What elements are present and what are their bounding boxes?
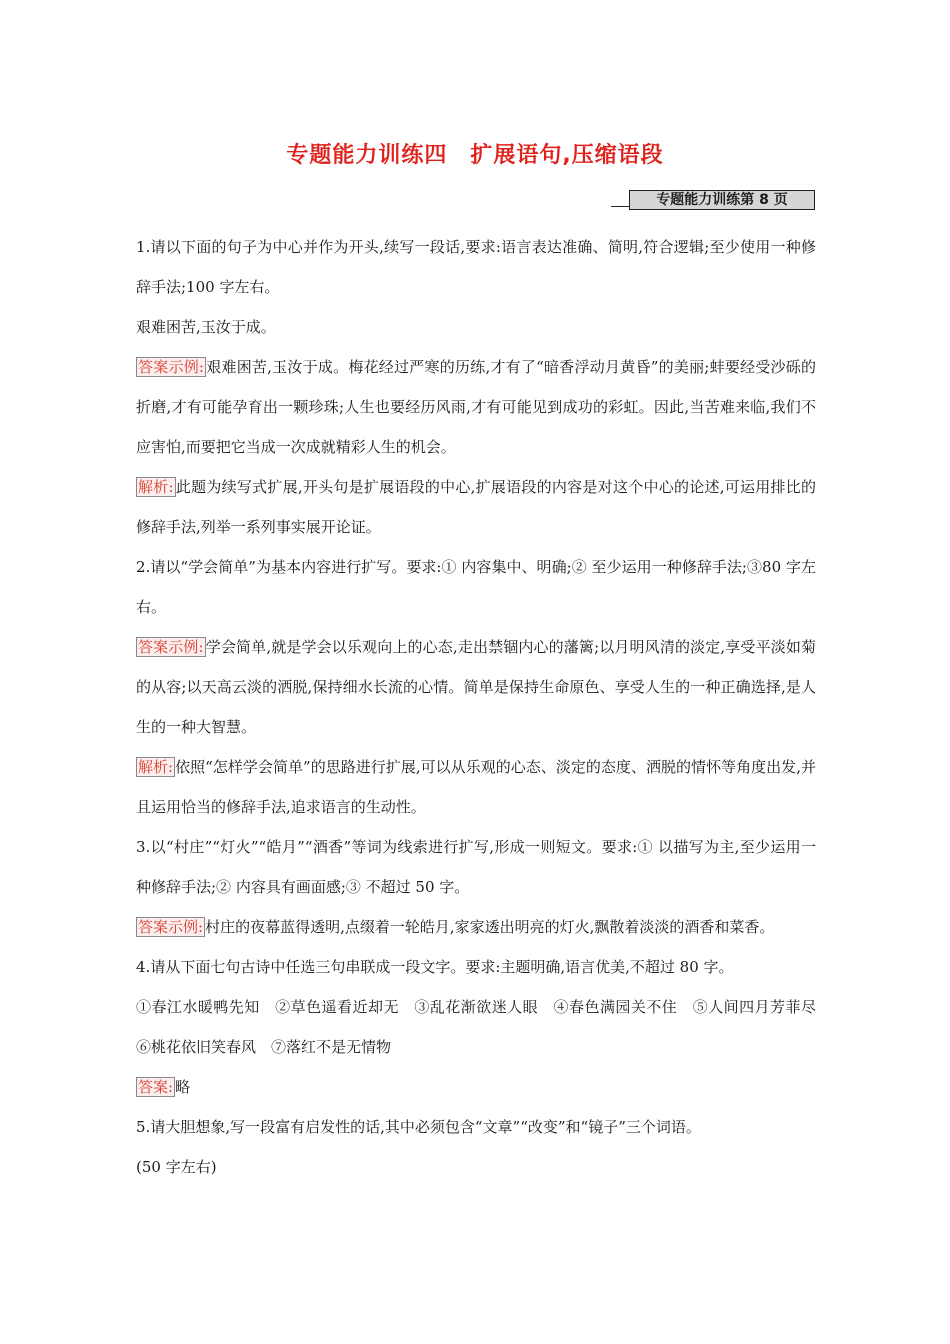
question-1 (136, 227, 816, 307)
example-label: 答案示例: (138, 918, 204, 936)
question-4 (136, 947, 816, 987)
question-number: 2. (136, 558, 151, 576)
question-number: 5. (136, 1118, 151, 1136)
question-list (136, 227, 832, 1187)
page-tag: 专题能力训练第 8 页 (629, 190, 815, 210)
answer-text: 略 (175, 1078, 191, 1096)
question-text: 请大胆想象,写一段富有启发性的话,其中必须包含“文章”“改变”和“镜子”三个词语。 (150, 1118, 701, 1136)
question-5 (136, 1107, 816, 1147)
question-1-example (136, 347, 816, 467)
example-label: 答案示例: (138, 358, 204, 376)
question-text: 请从下面七句古诗中任选三句串联成一段文字。要求:主题明确,语言优美,不超过 80 字。 (150, 958, 734, 976)
question-2-example (136, 627, 816, 747)
question-number: 4. (136, 958, 151, 976)
question-text: 请以下面的句子为中心并作为开头,续写一段话,要求:语言表达准确、简明,符合逻辑;至少使用一种修辞手法;100 字左右。 (136, 238, 816, 296)
question-text: 请以“学会简单”为基本内容进行扩写。要求:① 内容集中、明确;② 至少运用一种修辞手法;③80 字左右。 (136, 558, 816, 616)
tag-underline (611, 206, 629, 207)
page-title: 专题能力训练四 扩展语句,压缩语段 (286, 143, 664, 168)
analysis-label: 解析: (138, 758, 174, 776)
question-text: 以“村庄”“灯火”“皓月”“酒香”等词为线索进行扩写,形成一则短文。要求:① 以描写为主,至少运用一种修辞手法;② 内容具有画面感;③ 不超过 50 字。 (136, 838, 816, 896)
example-text: 学会简单,就是学会以乐观向上的心态,走出禁锢内心的藩篱;以月明风清的淡定,享受平淡如菊的从容;以天高云淡的洒脱,保持细水长流的心情。简单是保持生命原色、享受人生的一种正确选择,是人生的一种大智慧。 (136, 638, 816, 736)
question-3-example (136, 907, 816, 947)
question-1-analysis (136, 467, 816, 547)
question-2 (136, 547, 816, 627)
example-text: 村庄的夜幕蓝得透明,点缀着一轮皓月,家家透出明亮的灯火,飘散着淡淡的酒香和菜香。 (205, 918, 775, 936)
question-3 (136, 827, 816, 907)
question-4-poems: ①春江水暖鸭先知 ②草色遥看近却无 ③乱花渐欲迷人眼 ④春色满园关不住 ⑤人间四月芳菲尽 ⑥桃花依旧笑春风 ⑦落红不是无情物 (136, 998, 832, 1056)
example-label: 答案示例: (138, 638, 204, 656)
answer-label: 答案: (138, 1078, 174, 1096)
question-number: 1. (136, 238, 151, 256)
question-1-sentence: 艰难困苦,玉汝于成。 (136, 318, 276, 336)
example-text: 艰难困苦,玉汝于成。梅花经过严寒的历练,才有了“暗香浮动月黄昏”的美丽;蚌要经受沙砾的折磨,才有可能孕育出一颗珍珠;人生也要经历风雨,才有可能见到成功的彩虹。因此,当苦难来临,我们不应害怕,而要把它当成一次成就精彩人生的机会。 (136, 358, 816, 456)
question-4-answer (136, 1067, 816, 1107)
analysis-label: 解析: (138, 478, 174, 496)
analysis-text: 此题为续写式扩展,开头句是扩展语段的中心,扩展语段的内容是对这个中心的论述,可运用排比的修辞手法,列举一系列事实展开论证。 (136, 478, 816, 536)
question-2-analysis (136, 747, 816, 827)
question-number: 3. (136, 838, 151, 856)
analysis-text: 依照“怎样学会简单”的思路进行扩展,可以从乐观的心态、淡定的态度、洒脱的情怀等角度出发,并且运用恰当的修辞手法,追求语言的生动性。 (136, 758, 816, 816)
question-5-note: (50 字左右) (136, 1158, 217, 1176)
